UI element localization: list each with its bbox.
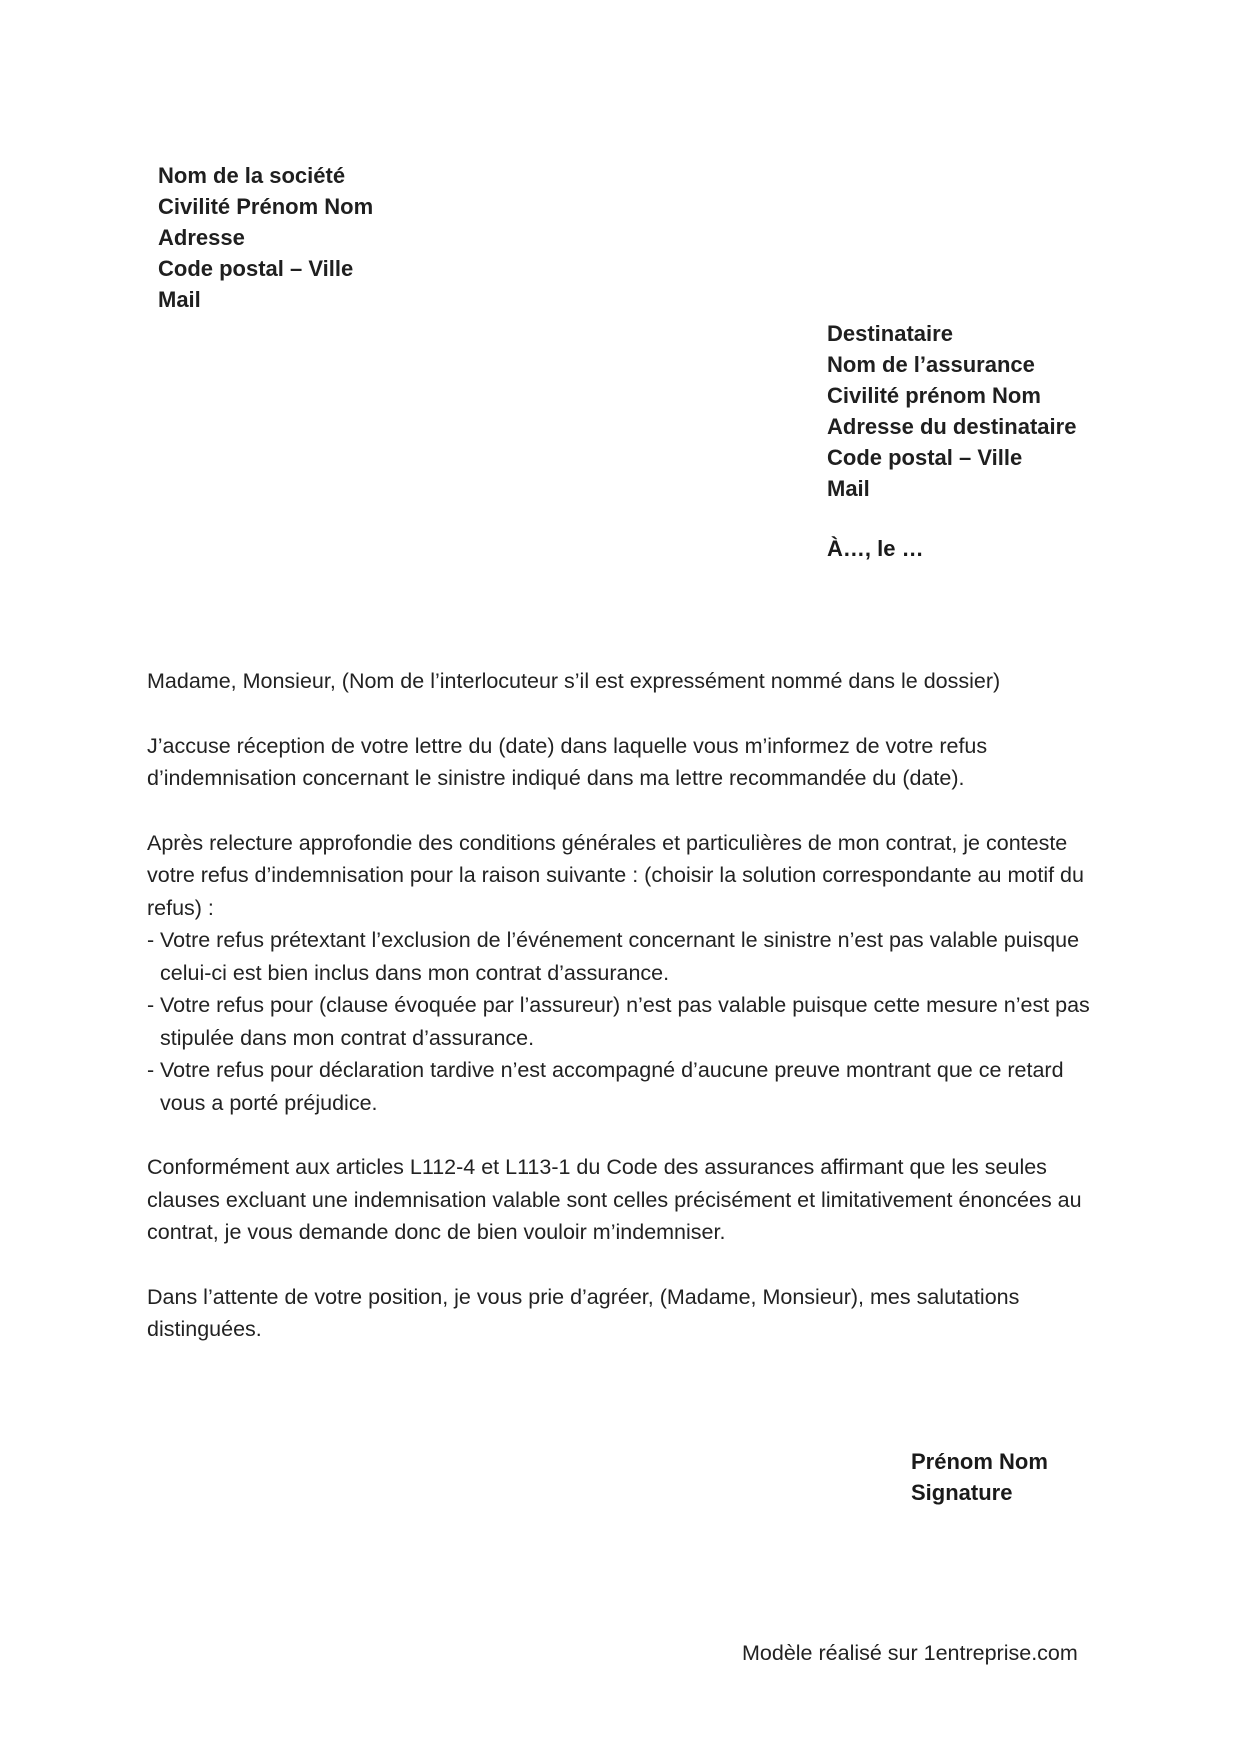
- paragraph-contest: Après relecture approfondie des conditions générales et particulières de mon contrat, je conteste votre refus d’indemnisation pour la raison suivante : (choisir la solution correspondante au motif du refus) :: [147, 830, 1084, 920]
- recipient-label: Destinataire: [827, 321, 953, 346]
- bullet-dash: -: [147, 928, 155, 952]
- list-item-text: Votre refus prétextant l’exclusion de l’événement concernant le sinistre n’est pas valable puisque celui-ci est bien inclus dans mon contrat d’assurance.: [160, 928, 1080, 985]
- bullet-dash: -: [147, 1058, 155, 1082]
- sender-company: Nom de la société: [158, 163, 346, 188]
- footer-credit: Modèle réalisé sur 1entreprise.com: [742, 1641, 1078, 1665]
- sender-name: Civilité Prénom Nom: [158, 194, 374, 219]
- paragraph-legal-basis: Conformément aux articles L112-4 et L113-1 du Code des assurances affirmant que les seules clauses excluant une indemnisation valable sont celles précisément et limitativement énoncées au contrat, je vous demande donc de bien vouloir m’indemniser.: [147, 1155, 1082, 1244]
- salutation: Madame, Monsieur, (Nom de l’interlocuteur s’il est expressément nommé dans le dossier): [147, 669, 1001, 693]
- sender-address: Adresse: [158, 225, 245, 250]
- recipient-city: Code postal – Ville: [827, 445, 1023, 470]
- place-and-date: À…, le …: [827, 536, 924, 561]
- sender-mail: Mail: [158, 287, 201, 312]
- list-item: [147, 1054, 1107, 1119]
- list-item-text: Votre refus pour déclaration tardive n’est accompagné d’aucune preuve montrant que ce retard vous a porté préjudice.: [160, 1058, 1064, 1115]
- recipient-address: Adresse du destinataire: [827, 414, 1077, 439]
- bullet-dash: -: [147, 993, 155, 1017]
- letter-body: [147, 665, 1107, 1378]
- refusal-reasons-list: [147, 924, 1107, 1119]
- list-item: [147, 989, 1107, 1054]
- recipient-name: Civilité prénom Nom: [827, 383, 1041, 408]
- recipient-insurer: Nom de l’assurance: [827, 352, 1035, 377]
- list-item: [147, 924, 1107, 989]
- signoff-name: Prénom Nom: [911, 1449, 1048, 1474]
- recipient-block: [827, 318, 1076, 504]
- sender-block: [158, 160, 373, 315]
- signoff-signature: Signature: [911, 1480, 1013, 1505]
- signoff-block: [911, 1446, 1048, 1508]
- recipient-mail: Mail: [827, 476, 870, 501]
- sender-city: Code postal – Ville: [158, 256, 354, 281]
- list-item-text: Votre refus pour (clause évoquée par l’assureur) n’est pas valable puisque cette mesure n’est pas stipulée dans mon contrat d’assurance.: [160, 993, 1090, 1050]
- paragraph-acknowledgement: J’accuse réception de votre lettre du (date) dans laquelle vous m’informez de votre refus d’indemnisation concernant le sinistre indiqué dans ma lettre recommandée du (date).: [147, 733, 988, 790]
- paragraph-closing: Dans l’attente de votre position, je vous prie d’agréer, (Madame, Monsieur), mes salutations distinguées.: [147, 1284, 1020, 1341]
